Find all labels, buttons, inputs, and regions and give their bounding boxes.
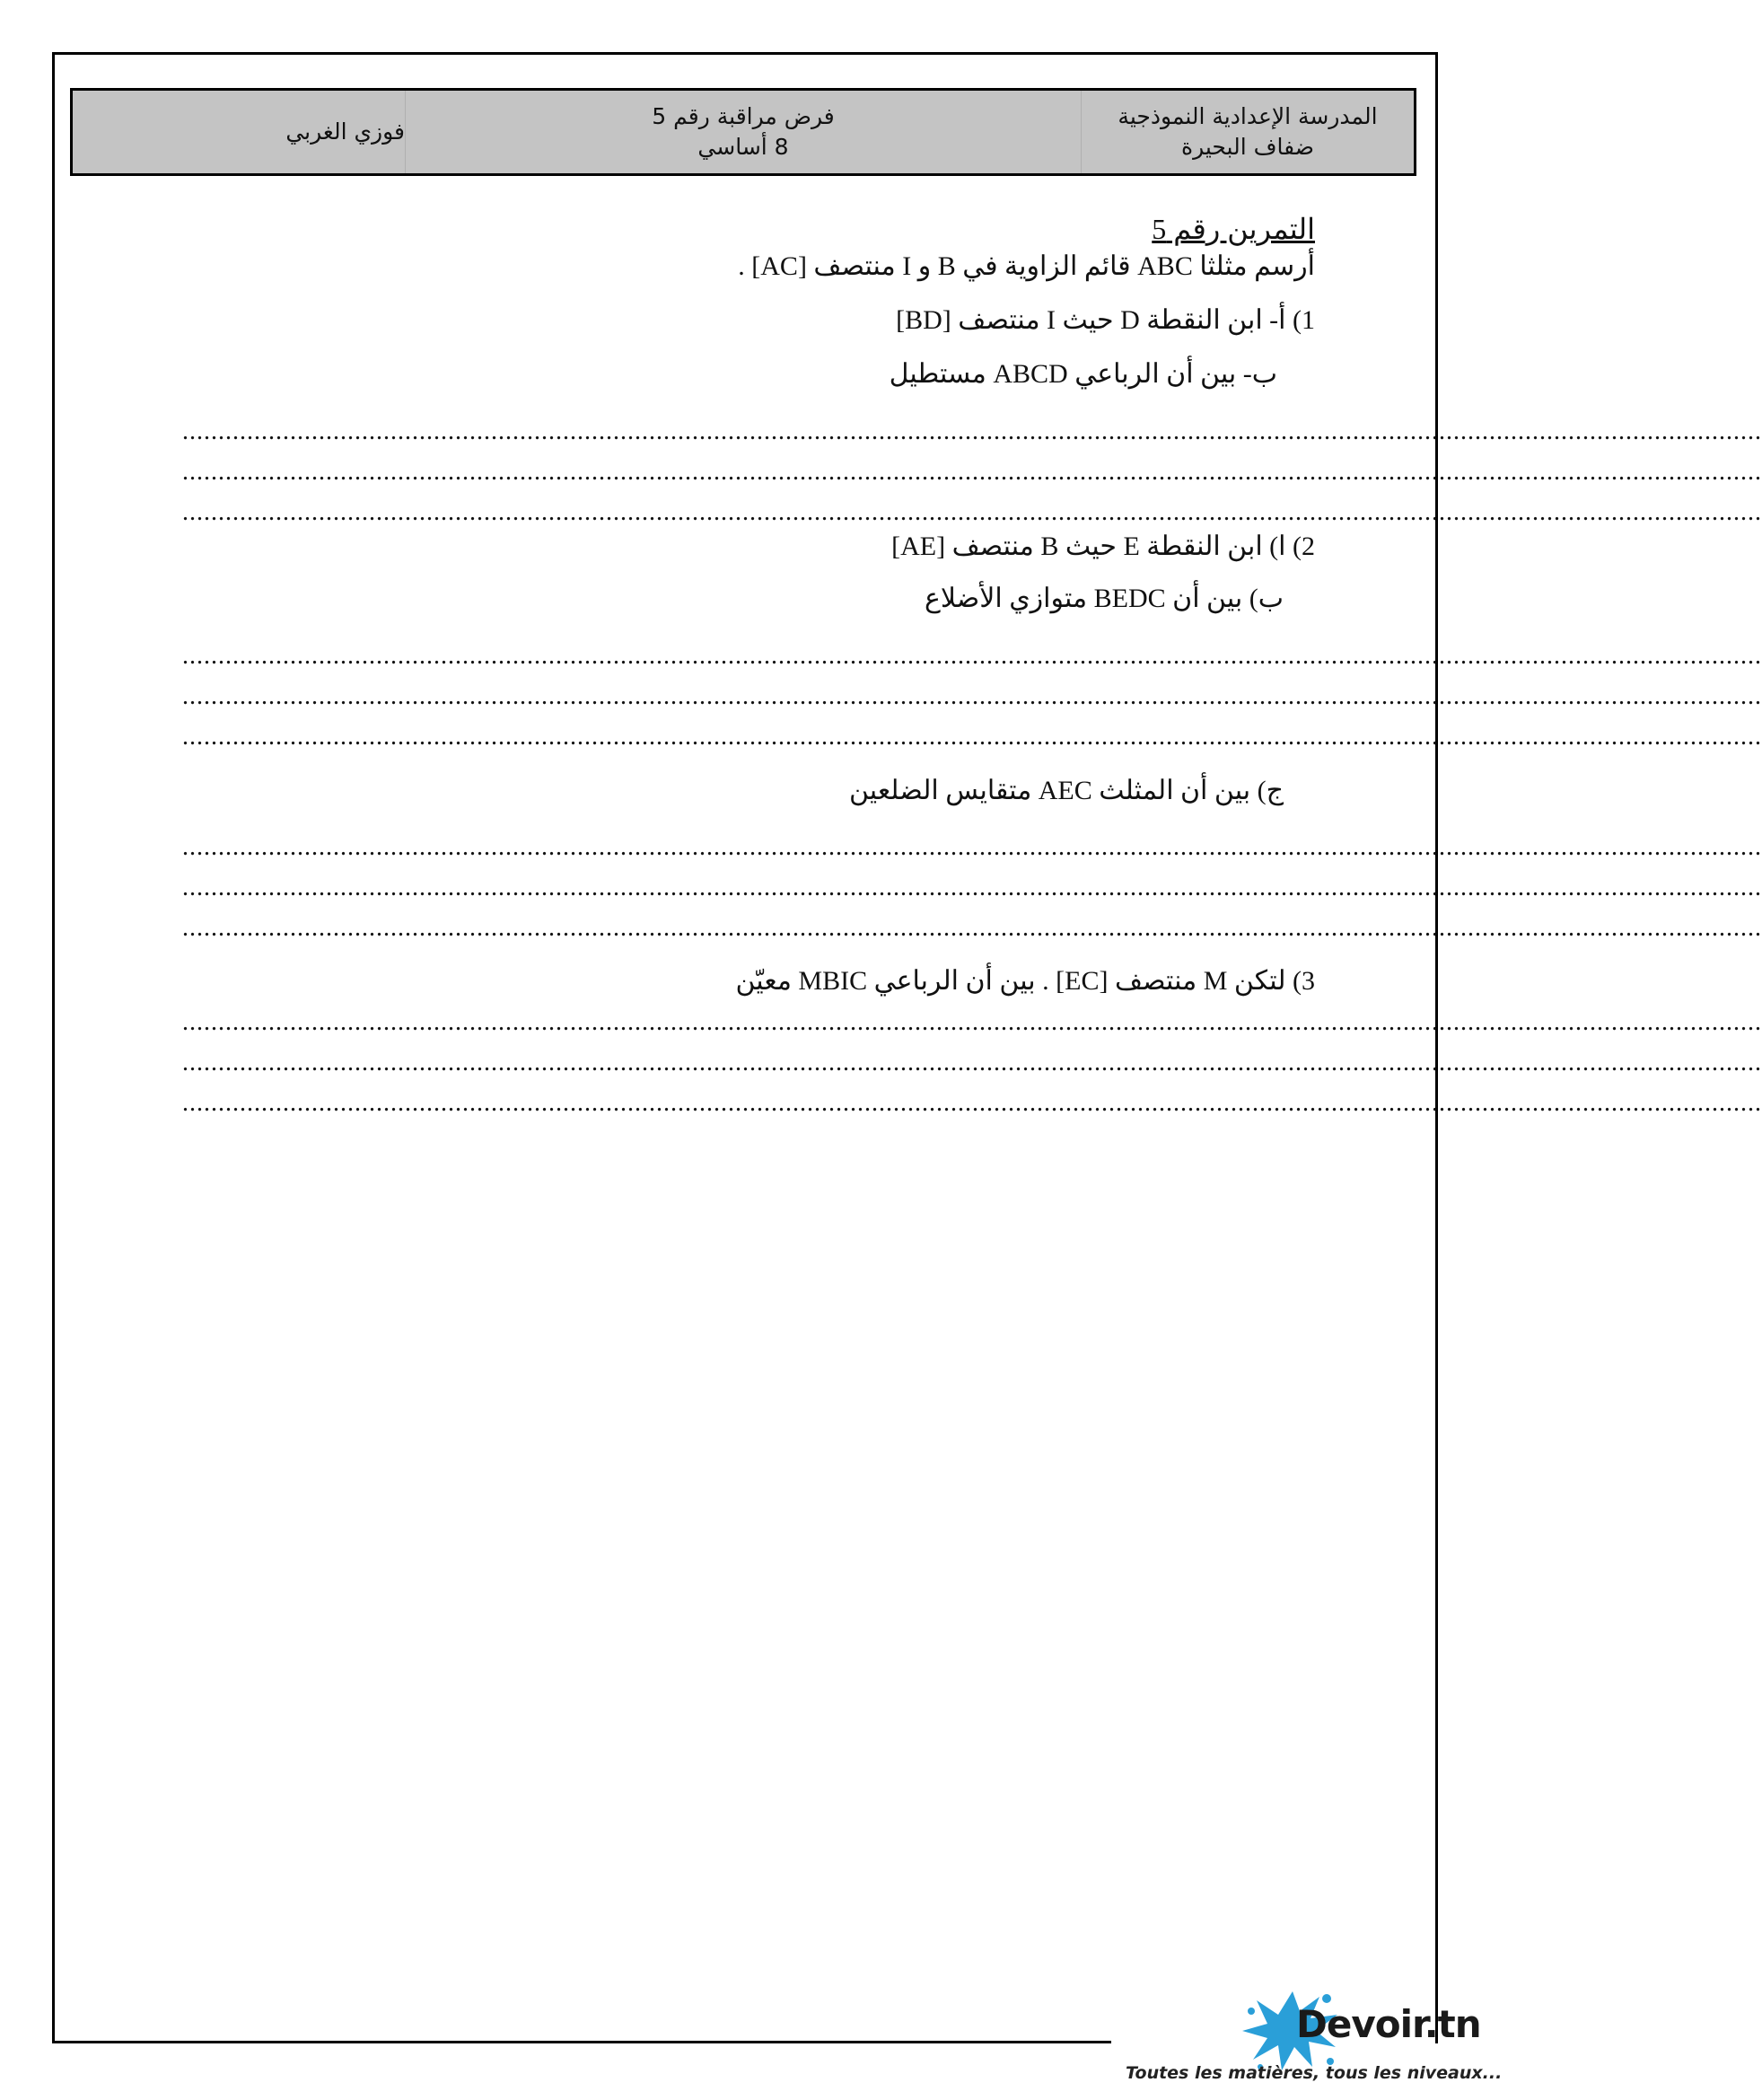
exam-cell: [405, 91, 1082, 173]
answer-line: ............................................................................................................................................................................................................................: [182, 1089, 1762, 1117]
logo-tagline: Toutes les matières, tous les niveaux...: [1126, 2063, 1503, 2083]
answer-line: ............................................................................................................................................................................................................................: [182, 417, 1762, 445]
exam-title: فرض مراقبة رقم 5: [652, 103, 835, 129]
exercise-statement: أرسم مثلثا ABC قائم الزاوية في B و I منتصف [AC] .: [738, 251, 1315, 281]
exercise-title: التمرين رقم 5: [1152, 213, 1315, 245]
answer-line: ............................................................................................................................................................................................................................: [182, 498, 1762, 526]
teacher-cell: [73, 91, 405, 173]
exam-header: [70, 88, 1416, 176]
question-1b: ب- بين أن الرباعي ABCD مستطيل: [889, 359, 1277, 389]
school-cell: [1082, 91, 1414, 173]
answer-line: ............................................................................................................................................................................................................................: [182, 874, 1762, 901]
exam-level: 8 أساسي: [697, 134, 789, 160]
devoir-logo: [1120, 1984, 1503, 2096]
answer-line: ............................................................................................................................................................................................................................: [182, 1049, 1762, 1076]
teacher-name: فوزي الغربي: [285, 119, 405, 145]
answer-line: ............................................................................................................................................................................................................................: [182, 914, 1762, 942]
answer-line: ............................................................................................................................................................................................................................: [182, 1008, 1762, 1036]
answer-line: ............................................................................................................................................................................................................................: [182, 458, 1762, 486]
school-name: المدرسة الإعدادية النموذجية: [1118, 103, 1378, 129]
answer-line: ............................................................................................................................................................................................................................: [182, 833, 1762, 861]
logo-word: Devoir.tn: [1296, 2002, 1481, 2046]
page-frame-bottom: [52, 2041, 1111, 2043]
answer-line: ............................................................................................................................................................................................................................: [182, 682, 1762, 710]
school-location: ضفاف البحيرة: [1180, 134, 1315, 160]
question-2c: ج) بين أن المثلث AEC متقايس الضلعين: [848, 776, 1284, 805]
question-1a: 1) أ- ابن النقطة D حيث I منتصف [BD]: [896, 305, 1315, 335]
question-3: 3) لتكن M منتصف [EC] . بين أن الرباعي MBIC معيّن: [735, 966, 1315, 996]
question-2a: 2) ا) ابن النقطة E حيث B منتصف [AE]: [891, 532, 1315, 561]
answer-line: ............................................................................................................................................................................................................................: [182, 723, 1762, 751]
question-2b: ب) بين أن BEDC متوازي الأضلاع: [924, 584, 1284, 613]
answer-line: ............................................................................................................................................................................................................................: [182, 642, 1762, 670]
